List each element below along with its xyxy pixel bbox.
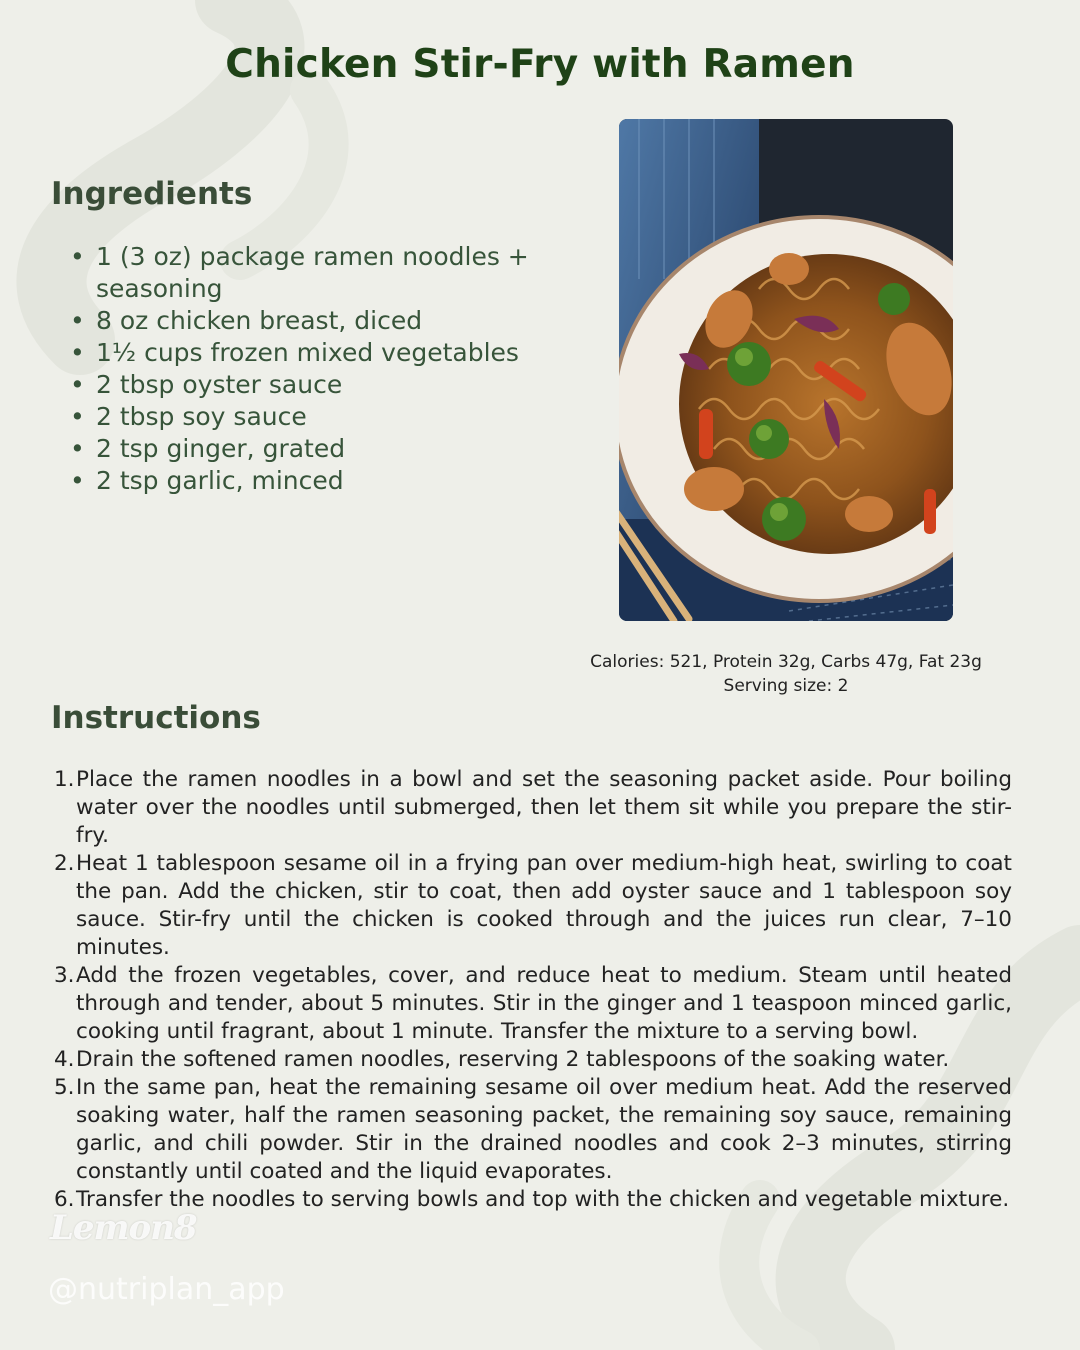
watermark-logo: Lemon8 xyxy=(50,1208,197,1248)
bullet-icon: • xyxy=(70,466,85,495)
ingredient-text: 2 tsp ginger, grated xyxy=(96,434,346,463)
bullet-icon: • xyxy=(70,242,85,271)
step-text: Add the frozen vegetables, cover, and reduce heat to medium. Steam until heated through and tender, about 5 minutes. Stir in the ginger and 1 teaspoon minced garlic, cooking until fragrant, about 1 minute. Transfer the mixture to a serving bowl. xyxy=(76,963,1012,1044)
ingredient-item xyxy=(70,401,540,433)
step-text: In the same pan, heat the remaining sesame oil over medium heat. Add the reserved soaking water, half the ramen seasoning packet, the remaining soy sauce, remaining garlic, and chili powder. Stir in the drained noodles and cook 2–3 minutes, stirring constantly until coated and the liquid evaporates. xyxy=(76,1075,1012,1184)
step-number: 4. xyxy=(54,1047,75,1072)
ingredient-item xyxy=(70,241,540,305)
ingredients-list xyxy=(70,241,540,497)
instruction-step xyxy=(50,962,1012,1046)
ingredient-item xyxy=(70,337,540,369)
step-number: 6. xyxy=(54,1187,75,1212)
ingredient-text: 1½ cups frozen mixed vegetables xyxy=(96,338,519,367)
watermark-handle: @nutriplan_app xyxy=(48,1272,285,1307)
bullet-icon: • xyxy=(70,402,85,431)
step-number: 5. xyxy=(54,1075,75,1100)
step-number: 2. xyxy=(54,851,75,876)
nutrition-macros: Calories: 521, Protein 32g, Carbs 47g, Fat 23g xyxy=(590,652,982,672)
step-number: 1. xyxy=(54,767,75,792)
step-text: Heat 1 tablespoon sesame oil in a frying pan over medium-high heat, swirling to coat the pan. Add the chicken, stir to coat, then add oyster sauce and 1 tablespoon soy sauce. Stir-fry until the chicken is cooked through and the juices run clear, 7–10 minutes. xyxy=(76,851,1012,960)
ingredient-text: 2 tbsp oyster sauce xyxy=(96,370,343,399)
instructions-heading: Instructions xyxy=(51,700,261,736)
bullet-icon: • xyxy=(70,370,85,399)
ingredient-text: 2 tsp garlic, minced xyxy=(96,466,344,495)
ingredients-heading: Ingredients xyxy=(51,176,253,212)
ingredient-item xyxy=(70,465,540,497)
ingredient-item xyxy=(70,305,540,337)
recipe-title: Chicken Stir-Fry with Ramen xyxy=(225,42,855,87)
instruction-step xyxy=(50,766,1012,850)
serving-size: Serving size: 2 xyxy=(723,676,849,696)
ingredient-item xyxy=(70,433,540,465)
instruction-step xyxy=(50,1074,1012,1186)
nutrition-info xyxy=(560,650,1012,698)
step-text: Transfer the noodles to serving bowls and top with the chicken and vegetable mixture. xyxy=(76,1187,1010,1212)
bullet-icon: • xyxy=(70,338,85,367)
ingredient-item xyxy=(70,369,540,401)
bullet-icon: • xyxy=(70,434,85,463)
step-number: 3. xyxy=(54,963,75,988)
step-text: Drain the softened ramen noodles, reserving 2 tablespoons of the soaking water. xyxy=(76,1047,950,1072)
food-photo-illustration xyxy=(619,119,953,621)
instructions-list xyxy=(50,766,1012,1214)
stir-fry-bowl-photo xyxy=(619,119,953,621)
ingredient-text: 1 (3 oz) package ramen noodles + seasoning xyxy=(96,242,529,303)
instruction-step xyxy=(50,1046,1012,1074)
ingredient-text: 8 oz chicken breast, diced xyxy=(96,306,423,335)
step-text: Place the ramen noodles in a bowl and set the seasoning packet aside. Pour boiling water over the noodles until submerged, then let them sit while you prepare the stir-fry. xyxy=(76,767,1012,848)
ingredient-text: 2 tbsp soy sauce xyxy=(96,402,307,431)
bullet-icon: • xyxy=(70,306,85,335)
instruction-step xyxy=(50,850,1012,962)
